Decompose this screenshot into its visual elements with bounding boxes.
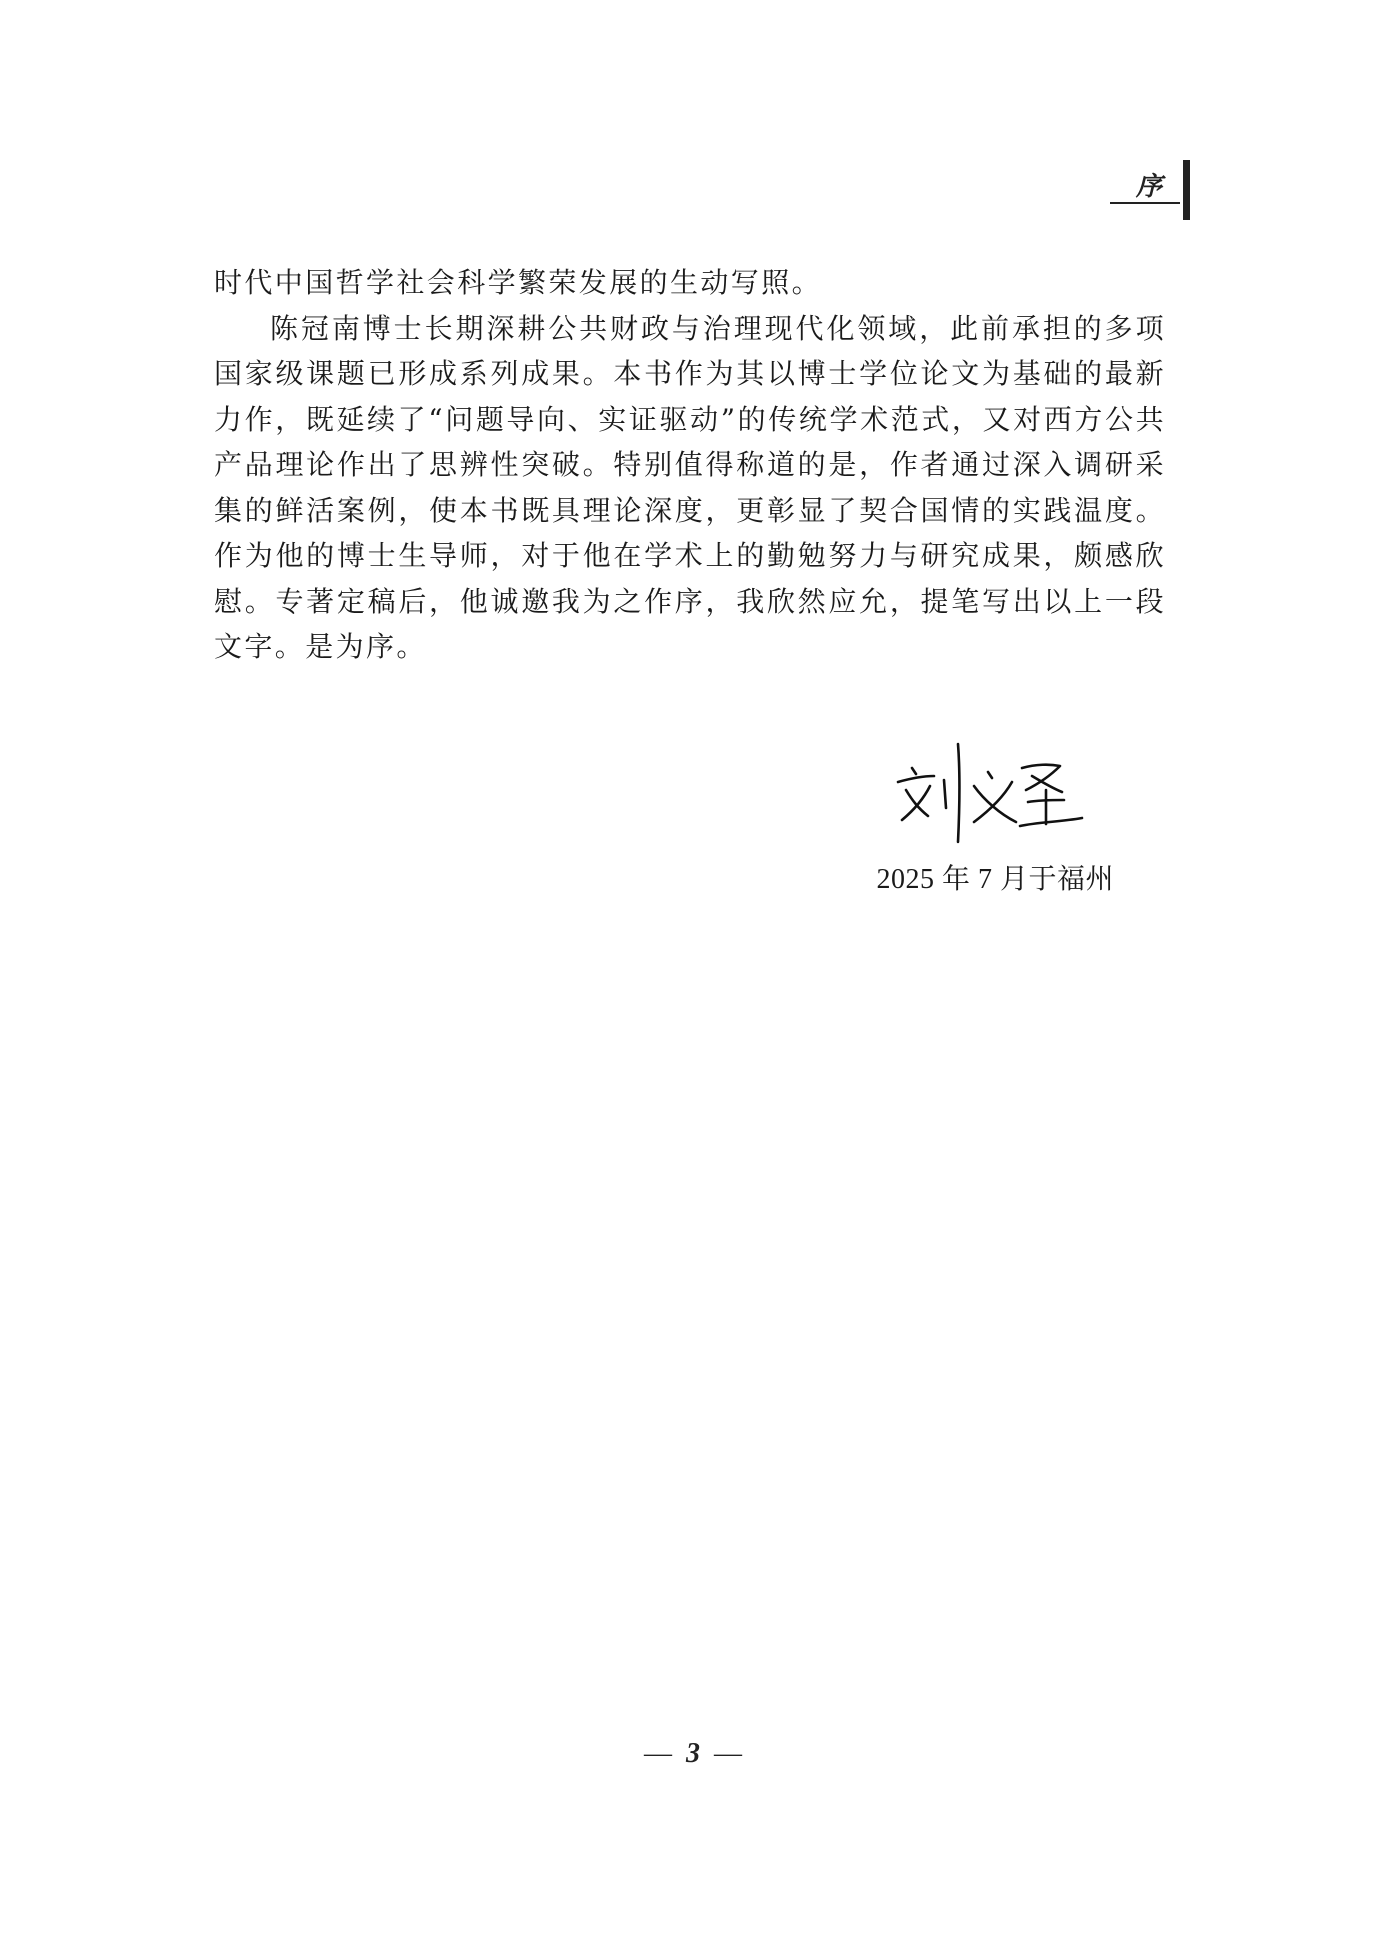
- page-number-dash-left: —: [644, 1738, 672, 1769]
- date-place: 2025 年 7 月于福州: [876, 864, 1114, 895]
- paragraph-continuation: 时代中国哲学社会科学繁荣发展的生动写照。: [214, 266, 823, 299]
- page-number: [0, 1738, 1386, 1770]
- running-header: [1110, 160, 1190, 220]
- paragraph-main: 陈冠南博士长期深耕公共财政与治理现代化领域，此前承担的多项国家级课题已形成系列成果。本书作为其以博士学位论文为基础的最新力作，既延续了“问题导向、实证驱动”的传统学术范式，又对西方公共产品理论作出了思辨性突破。特别值得称道的是，作者通过深入调研采集的鲜活案例，使本书既具理论深度，更彰显了契合国情的实践温度。作为他的博士生导师，对于他在学术上的勤勉努力与研究成果，颇感欣慰。专著定稿后，他诚邀我为之作序，我欣然应允，提笔写出以上一段文字。是为序。: [214, 311, 1166, 663]
- running-header-underline: [1110, 202, 1180, 204]
- preface-body: [214, 260, 1166, 670]
- page-number-dash-right: —: [714, 1738, 742, 1769]
- running-header-bar: [1183, 160, 1190, 220]
- handwritten-signature: [890, 730, 1090, 850]
- running-header-title: 序: [1135, 172, 1162, 202]
- page-number-value: 3: [686, 1738, 700, 1769]
